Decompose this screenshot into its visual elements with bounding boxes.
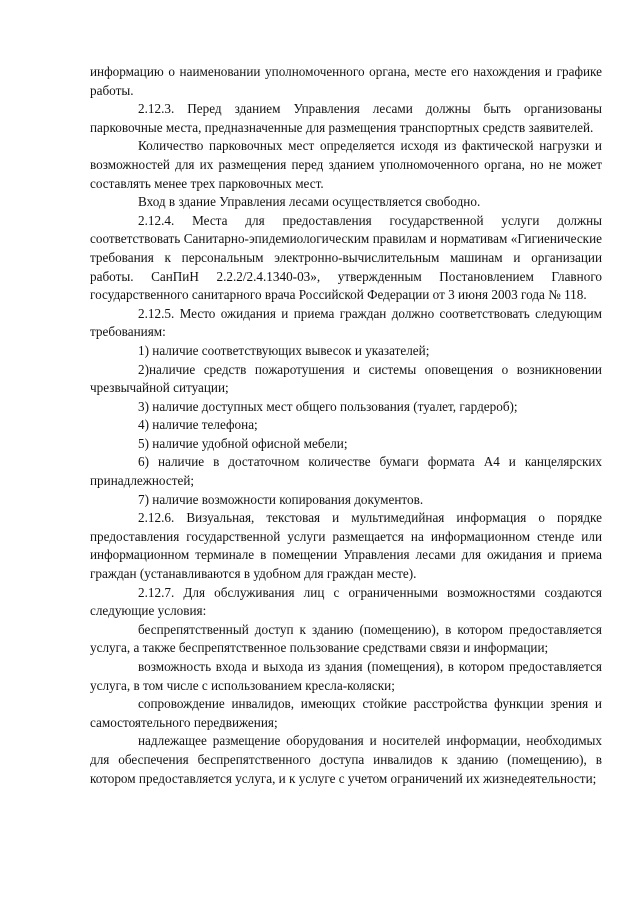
list-item-6: 6) наличие в достаточном количестве бумаги формата А4 и канцелярских принадлежностей; xyxy=(90,454,602,489)
paragraph-2-12-5: 2.12.5. Место ожидания и приема граждан должно соответствовать следующим требованиям: xyxy=(90,305,602,340)
list-item-2: 2)наличие средств пожаротушения и системы оповещения о возникновении чрезвычайной ситуации; xyxy=(90,361,602,396)
condition-equipment: надлежащее размещение оборудования и носителей информации, необходимых для обеспечения беспрепятственного доступа инвалидов к зданию (помещению), в котором предоставляется услуга, и к услуге с учетом ограничений их жизнедеятельности; xyxy=(90,733,602,786)
document-page xyxy=(90,63,602,788)
paragraph-2-12-6: 2.12.6. Визуальная, текстовая и мультимедийная информация о порядке предоставления государственной услуги размещается на информационном стенде или информационном терминале в помещении Управления лесами для ожидания и приема граждан (устанавливаются в удобном для граждан месте). xyxy=(90,510,602,582)
paragraph-2-12-7: 2.12.7. Для обслуживания лиц с ограниченными возможностями создаются следующие условия: xyxy=(90,584,602,619)
paragraph-2-12-3: 2.12.3. Перед зданием Управления лесами должны быть организованы парковочные места, предназначенные для размещения транспортных средств заявителей. xyxy=(90,101,602,135)
list-item-1: 1) наличие соответствующих вывесок и указателей; xyxy=(138,342,430,358)
list-item-5: 5) наличие удобной офисной мебели; xyxy=(138,435,348,451)
paragraph-2-12-4: 2.12.4. Места для предоставления государственной услуги должны соответствовать Санитарно-эпидемиологическим правилам и нормативам «Гигиенические требования к персональным электронно-вычислительным машинам и организации работы. СанПиН 2.2.2/2.4.1340-03», утвержденным Постановлением Главного государственного санитарного врача Российской Федерации от 3 июня 2003 года № 118. xyxy=(90,212,602,303)
list-item-3: 3) наличие доступных мест общего пользования (туалет, гардероб); xyxy=(138,398,518,414)
paragraph-continuation: информацию о наименовании уполномоченного органа, месте его нахождения и графике работы. xyxy=(90,64,602,98)
condition-escort: сопровождение инвалидов, имеющих стойкие расстройства функции зрения и самостоятельного передвижения; xyxy=(90,696,602,730)
list-item-4: 4) наличие телефона; xyxy=(138,417,258,433)
list-item-7: 7) наличие возможности копирования документов. xyxy=(138,491,424,507)
condition-entry-exit: возможность входа и выхода из здания (помещения), в котором предоставляется услуга, в том числе с использованием кресла-коляски; xyxy=(90,659,602,693)
condition-access: беспрепятственный доступ к зданию (помещению), в котором предоставляется услуга, а также беспрепятственное пользование средствами связи и информации; xyxy=(90,621,602,656)
paragraph-parking-count: Количество парковочных мест определяется исходя из фактической нагрузки и возможностей для их размещения перед зданием уполномоченного органа, но не может составлять менее трех парковочных мест. xyxy=(90,138,602,191)
paragraph-entrance: Вход в здание Управления лесами осуществляется свободно. xyxy=(138,194,481,210)
